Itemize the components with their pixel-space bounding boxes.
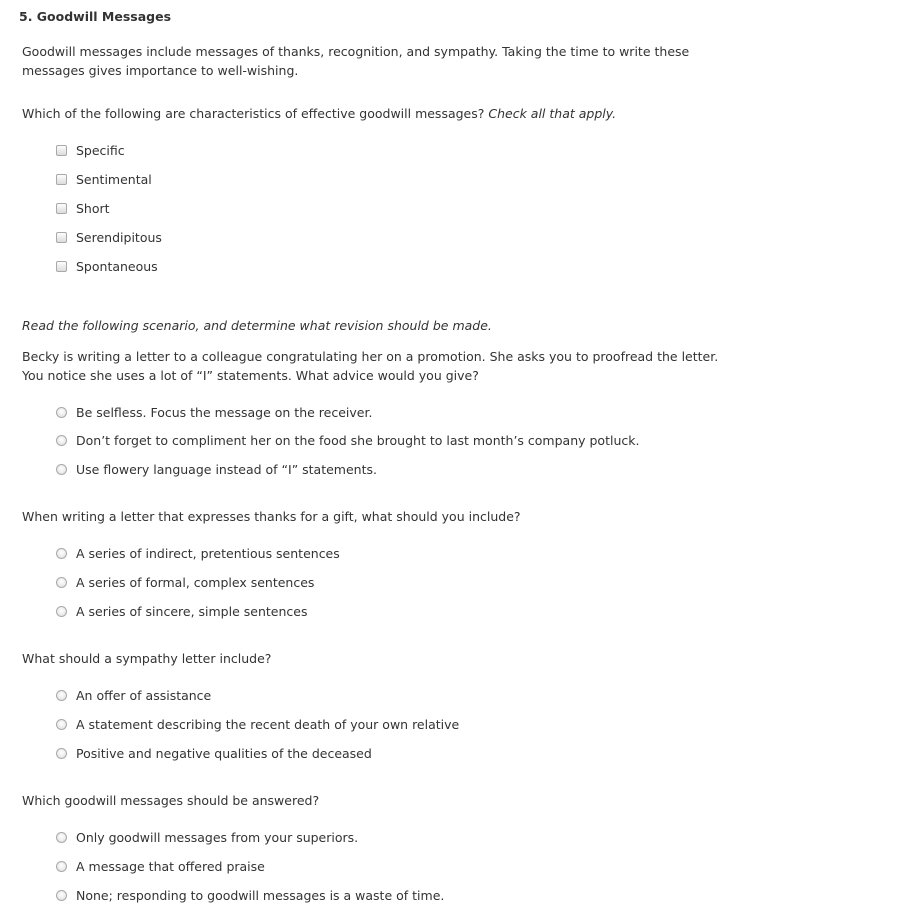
option-label: Specific: [76, 142, 125, 158]
option-label: A series of sincere, simple sentences: [76, 603, 308, 619]
q1-option-sentimental[interactable]: [56, 171, 152, 187]
radio-button[interactable]: [56, 407, 67, 418]
checkbox[interactable]: [56, 203, 67, 214]
q5-option-3[interactable]: [56, 887, 444, 903]
option-label: A statement describing the recent death of your own relative: [76, 716, 460, 732]
q4-option-3[interactable]: [56, 745, 372, 761]
q4-prompt: What should a sympathy letter include?: [22, 651, 272, 666]
q1-option-spontaneous[interactable]: [56, 258, 158, 274]
q2-option-2[interactable]: [56, 432, 639, 448]
radio-button[interactable]: [56, 464, 67, 475]
checkbox[interactable]: [56, 261, 67, 272]
checkbox[interactable]: [56, 145, 67, 156]
q4-option-1[interactable]: [56, 687, 211, 703]
option-label: A message that offered praise: [76, 858, 265, 874]
q5-option-1[interactable]: [56, 829, 358, 845]
option-label: Sentimental: [76, 171, 152, 187]
radio-button[interactable]: [56, 861, 67, 872]
option-label: None; responding to goodwill messages is a waste of time.: [76, 887, 445, 903]
option-label: Positive and negative qualities of the deceased: [76, 745, 372, 761]
radio-button[interactable]: [56, 435, 67, 446]
option-label: Don’t forget to compliment her on the food she brought to last month’s company potluck.: [76, 432, 640, 448]
q2-option-1[interactable]: [56, 404, 372, 420]
q5-prompt: Which goodwill messages should be answered?: [22, 793, 320, 808]
q5-option-2[interactable]: [56, 858, 265, 874]
scenario-instruction: Read the following scenario, and determine what revision should be made.: [22, 318, 492, 333]
q1-prompt: [22, 104, 752, 123]
option-label: Short: [76, 200, 110, 216]
intro-text: Goodwill messages include messages of thanks, recognition, and sympathy. Taking the time to write these messages gives importance to well-wishing.: [22, 44, 690, 78]
radio-button[interactable]: [56, 890, 67, 901]
q3-prompt: When writing a letter that expresses thanks for a gift, what should you include?: [22, 509, 521, 524]
q1-prompt-text: Which of the following are characteristics of effective goodwill messages?: [22, 106, 485, 121]
q2-option-3[interactable]: [56, 461, 377, 477]
q3-option-3[interactable]: [56, 603, 307, 619]
option-label: An offer of assistance: [76, 687, 212, 703]
section-title: 5. Goodwill Messages: [19, 9, 172, 24]
option-label: Use flowery language instead of “I” statements.: [76, 461, 377, 477]
radio-button[interactable]: [56, 577, 67, 588]
radio-button[interactable]: [56, 719, 67, 730]
q3-option-2[interactable]: [56, 574, 314, 590]
q4-option-2[interactable]: [56, 716, 459, 732]
option-label: Be selfless. Focus the message on the receiver.: [76, 404, 373, 420]
radio-button[interactable]: [56, 748, 67, 759]
radio-button[interactable]: [56, 690, 67, 701]
option-label: Serendipitous: [76, 229, 162, 245]
option-label: Spontaneous: [76, 258, 158, 274]
scenario-text: Becky is writing a letter to a colleague congratulating her on a promotion. She asks you to proofread the letter. You notice she uses a lot of “I” statements. What advice would you give?: [22, 349, 719, 383]
option-label: A series of formal, complex sentences: [76, 574, 315, 590]
q3-option-1[interactable]: [56, 545, 340, 561]
option-label: Only goodwill messages from your superiors.: [76, 829, 359, 845]
radio-button[interactable]: [56, 832, 67, 843]
q1-option-serendipitous[interactable]: [56, 229, 162, 245]
q1-hint: Check all that apply.: [488, 106, 617, 121]
option-label: A series of indirect, pretentious sentences: [76, 545, 340, 561]
checkbox[interactable]: [56, 174, 67, 185]
radio-button[interactable]: [56, 606, 67, 617]
checkbox[interactable]: [56, 232, 67, 243]
radio-button[interactable]: [56, 548, 67, 559]
q1-option-specific[interactable]: [56, 142, 125, 158]
q1-option-short[interactable]: [56, 200, 110, 216]
